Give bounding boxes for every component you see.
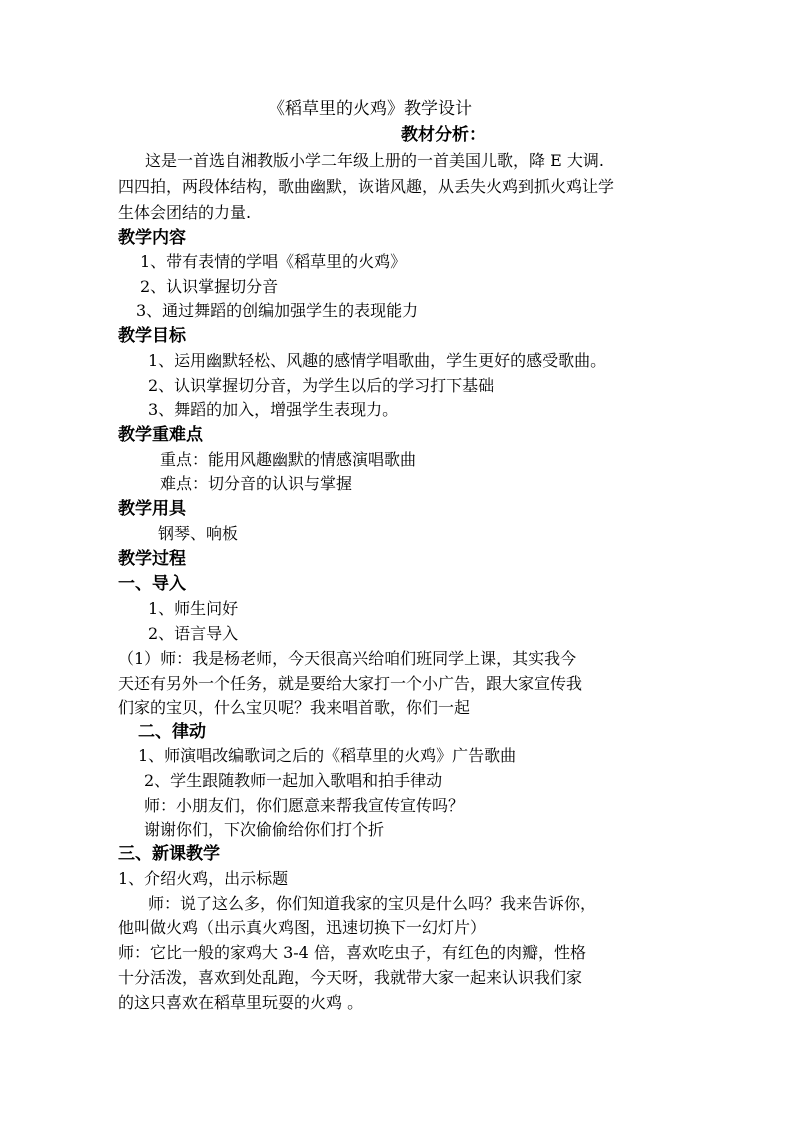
paragraph-line: （1）师：我是杨老师，今天很高兴给咱们班同学上课，其实我今 bbox=[118, 649, 577, 668]
material-analysis-heading: 教材分析： bbox=[401, 125, 486, 145]
section-heading: 一、导入 bbox=[118, 574, 186, 594]
tools-item: 钢琴、响板 bbox=[158, 524, 239, 543]
material-line: 这是一首选自湘教版小学二年级上册的一首美国儿歌，降 E 大调. bbox=[145, 151, 604, 170]
section-heading: 二、律动 bbox=[138, 722, 206, 742]
document-title: 《稻草里的火鸡》教学设计 bbox=[268, 99, 472, 119]
material-line: 四四拍，两段体结构，歌曲幽默，诙谐风趣，从丢失火鸡到抓火鸡让学 bbox=[118, 177, 615, 196]
content-item: 3、通过舞蹈的创编加强学生的表现能力 bbox=[136, 301, 419, 320]
material-line: 生体会团结的力量. bbox=[118, 203, 252, 222]
key-points-heading: 教学重难点 bbox=[118, 425, 203, 445]
key-point-item: 难点：切分音的认识与掌握 bbox=[160, 474, 353, 493]
content-heading: 教学内容 bbox=[118, 228, 186, 248]
goal-item: 1、运用幽默轻松、风趣的感情学唱歌曲，学生更好的感受歌曲。 bbox=[148, 351, 607, 370]
section-line: 师：说了这么多，你们知道我家的宝贝是什么吗？我来告诉你， bbox=[148, 894, 597, 913]
paragraph-line: 们家的宝贝，什么宝贝呢？我来唱首歌，你们一起 bbox=[118, 698, 471, 717]
section-item: 2、语言导入 bbox=[148, 624, 239, 643]
section-line: 1、介绍火鸡，出示标题 bbox=[118, 869, 289, 888]
key-point-item: 重点：能用风趣幽默的情感演唱歌曲 bbox=[160, 450, 417, 469]
section-line: 十分活泼，喜欢到处乱跑，今天呀，我就带大家一起来认识我们家 bbox=[118, 968, 583, 987]
content-item: 2、认识掌握切分音 bbox=[140, 277, 279, 296]
goal-item: 3、舞蹈的加入，增强学生表现力。 bbox=[148, 400, 399, 419]
section-line: 1、师演唱改编歌词之后的《稻草里的火鸡》广告歌曲 bbox=[138, 746, 517, 765]
section-item: 1、师生问好 bbox=[148, 599, 239, 618]
section-line: 2、学生跟随教师一起加入歌唱和拍手律动 bbox=[144, 771, 443, 790]
goals-heading: 教学目标 bbox=[118, 326, 186, 346]
section-line: 师：小朋友们，你们愿意来帮我宣传宣传吗？ bbox=[144, 796, 465, 815]
section-line: 师：它比一般的家鸡大 3-4 倍，喜欢吃虫子，有红色的肉瓣，性格 bbox=[118, 943, 586, 962]
section-line: 他叫做火鸡（出示真火鸡图，迅速切换下一幻灯片） bbox=[118, 918, 487, 937]
section-heading: 三、新课教学 bbox=[118, 844, 220, 864]
process-heading: 教学过程 bbox=[118, 549, 186, 569]
content-item: 1、带有表情的学唱《稻草里的火鸡》 bbox=[140, 252, 407, 271]
goal-item: 2、认识掌握切分音，为学生以后的学习打下基础 bbox=[148, 376, 495, 395]
section-line: 的这只喜欢在稻草里玩耍的火鸡 。 bbox=[118, 993, 364, 1012]
section-line: 谢谢你们，下次偷偷给你们打个折 bbox=[144, 820, 385, 839]
tools-heading: 教学用具 bbox=[118, 499, 186, 519]
paragraph-line: 天还有另外一个任务，就是要给大家打一个小广告，跟大家宣传我 bbox=[118, 674, 583, 693]
